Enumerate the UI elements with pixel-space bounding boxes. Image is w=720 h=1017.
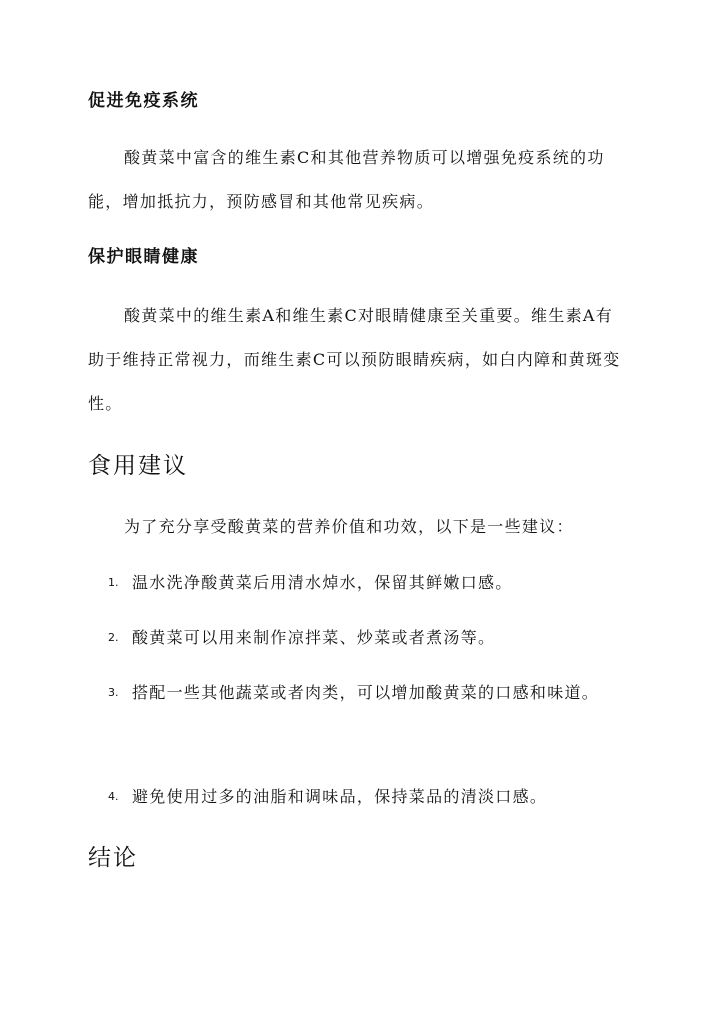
- list-item: [108, 572, 628, 610]
- heading-suggestions: 食用建议: [88, 453, 188, 479]
- list-item: [108, 682, 628, 720]
- list-item-text: 温水洗净酸黄菜后用清水焯水，保留其鲜嫩口感。: [132, 573, 513, 592]
- list-item-number: 1.: [108, 576, 119, 589]
- list-item-text: 酸黄菜可以用来制作凉拌菜、炒菜或者煮汤等。: [132, 628, 496, 647]
- suggestions-intro: 为了充分享受酸黄菜的营养价值和功效，以下是一些建议：: [124, 517, 574, 536]
- section-heading-immune: 促进免疫系统: [88, 91, 199, 111]
- heading-conclusion: 结论: [88, 845, 138, 871]
- list-item-number: 3.: [108, 686, 119, 699]
- list-item-text: 避免使用过多的油脂和调味品，保持菜品的清淡口感。: [132, 787, 548, 806]
- paragraph-immune: 酸黄菜中富含的维生素C和其他营养物质可以增强免疫系统的功能，增加抵抗力，预防感冒和其他常见疾病。: [88, 148, 605, 211]
- list-item: [108, 786, 628, 824]
- list-item-text: 搭配一些其他蔬菜或者肉类，可以增加酸黄菜的口感和味道。: [132, 683, 600, 702]
- list-item-number: 2.: [108, 631, 119, 644]
- section-heading-eyes: 保护眼睛健康: [88, 247, 199, 267]
- paragraph-eyes: 酸黄菜中的维生素A和维生素C对眼睛健康至关重要。维生素A有助于维持正常视力，而维生素C可以预防眼睛疾病，如白内障和黄斑变性。: [88, 306, 621, 413]
- list-item: [108, 627, 628, 665]
- list-item-number: 4.: [108, 790, 119, 803]
